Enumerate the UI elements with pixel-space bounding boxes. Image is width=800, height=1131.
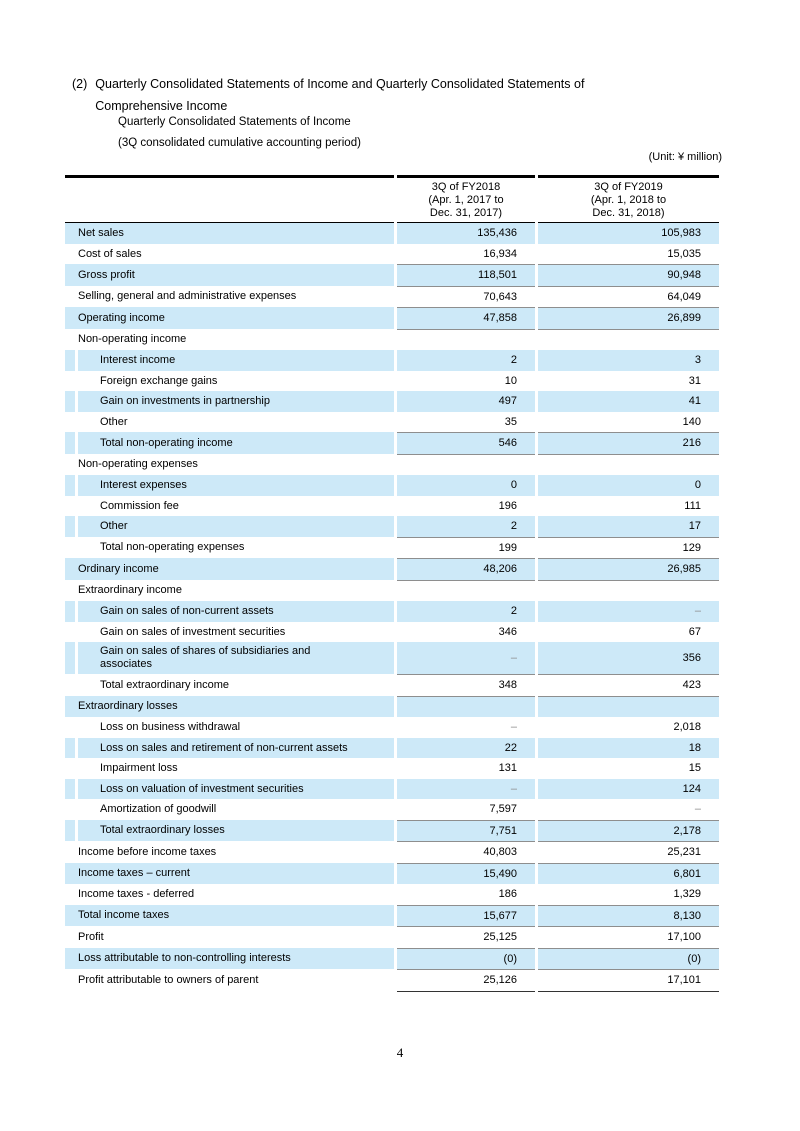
- row-label: Total income taxes: [65, 905, 394, 927]
- value-fy2019: 41: [538, 391, 719, 412]
- indent-cell: [65, 601, 75, 622]
- section-row: [65, 580, 719, 602]
- value-fy2018: 2: [397, 350, 535, 371]
- row-label: Gross profit: [65, 264, 394, 286]
- row-label: Income before income taxes: [65, 841, 394, 863]
- value-fy2019: 67: [538, 622, 719, 643]
- row-label: Extraordinary income: [65, 580, 394, 602]
- value-fy2018: 135,436: [397, 223, 535, 244]
- value-fy2019: 31: [538, 371, 719, 392]
- value-fy2019: 0: [538, 475, 719, 496]
- indent-cell: [65, 432, 75, 454]
- table-row: [65, 350, 719, 371]
- value-fy2019: 15,035: [538, 244, 719, 265]
- value-fy2019: –: [538, 799, 719, 820]
- table-row: [65, 863, 719, 885]
- value-fy2019: 3: [538, 350, 719, 371]
- value-fy2019: 356: [538, 642, 719, 674]
- row-label: Selling, general and administrative expenses: [65, 286, 394, 308]
- value-fy2019: 26,899: [538, 307, 719, 329]
- value-fy2018: [397, 329, 535, 351]
- table-row: [65, 307, 719, 329]
- value-fy2019: 2,018: [538, 717, 719, 738]
- value-fy2019: [538, 696, 719, 718]
- indent-cell: [65, 738, 75, 759]
- value-fy2018: 40,803: [397, 841, 535, 863]
- value-fy2018: 70,643: [397, 286, 535, 308]
- table-row: [65, 841, 719, 863]
- value-fy2018: 186: [397, 884, 535, 905]
- table-row: [65, 601, 719, 622]
- row-label: Gain on investments in partnership: [78, 391, 394, 412]
- table-header: [65, 175, 719, 223]
- value-fy2019: 216: [538, 432, 719, 454]
- value-fy2018: 48,206: [397, 558, 535, 580]
- table-row: [65, 799, 719, 820]
- col1-period-from: (Apr. 1, 2017 to: [428, 193, 504, 206]
- indent-cell: [65, 779, 75, 800]
- value-fy2019: 105,983: [538, 223, 719, 244]
- col2-period-from: (Apr. 1, 2018 to: [590, 193, 667, 206]
- indent-cell: [65, 622, 75, 643]
- value-fy2018: –: [397, 779, 535, 800]
- section-row: [65, 696, 719, 718]
- table-row: [65, 496, 719, 517]
- row-label: Extraordinary losses: [65, 696, 394, 718]
- value-fy2018: 118,501: [397, 264, 535, 286]
- table-row: [65, 820, 719, 842]
- row-label: Loss on valuation of investment securities: [78, 779, 394, 800]
- value-fy2018: [397, 696, 535, 718]
- value-fy2019: 129: [538, 537, 719, 559]
- value-fy2018: 497: [397, 391, 535, 412]
- row-label: Income taxes - deferred: [65, 884, 394, 905]
- value-fy2018: 546: [397, 432, 535, 454]
- row-label: Income taxes – current: [65, 863, 394, 885]
- row-label: Non-operating income: [65, 329, 394, 351]
- indent-cell: [65, 516, 75, 537]
- indent-cell: [65, 820, 75, 842]
- table-row: [65, 371, 719, 392]
- table-row: [65, 969, 719, 992]
- value-fy2019: [538, 329, 719, 351]
- table-row: [65, 475, 719, 496]
- table-row: [65, 223, 719, 244]
- value-fy2018: 348: [397, 674, 535, 696]
- header-spacer: [65, 175, 394, 223]
- table-row: [65, 537, 719, 559]
- value-fy2018: 346: [397, 622, 535, 643]
- row-label: Ordinary income: [65, 558, 394, 580]
- table-row: [65, 622, 719, 643]
- page-number: 4: [396, 1045, 404, 1060]
- table-row: [65, 642, 719, 674]
- row-label: Interest expenses: [78, 475, 394, 496]
- table-row: [65, 264, 719, 286]
- row-label: Gain on sales of investment securities: [78, 622, 394, 643]
- row-label: Total extraordinary income: [78, 674, 394, 696]
- col1-period-to: Dec. 31, 2017): [429, 206, 503, 219]
- value-fy2018: 2: [397, 516, 535, 537]
- table-row: [65, 926, 719, 948]
- section-row: [65, 454, 719, 476]
- row-label: Other: [78, 516, 394, 537]
- table-row: [65, 717, 719, 738]
- value-fy2018: –: [397, 642, 535, 674]
- row-label: Loss on business withdrawal: [78, 717, 394, 738]
- value-fy2019: 423: [538, 674, 719, 696]
- value-fy2019: 124: [538, 779, 719, 800]
- col1-period-title: 3Q of FY2018: [431, 181, 501, 193]
- value-fy2018: 22: [397, 738, 535, 759]
- value-fy2018: [397, 580, 535, 602]
- value-fy2019: 2,178: [538, 820, 719, 842]
- row-label: Gain on sales of non-current assets: [78, 601, 394, 622]
- indent-cell: [65, 350, 75, 371]
- row-label: Total non-operating expenses: [78, 537, 394, 559]
- header-row: [65, 175, 719, 223]
- indent-cell: [65, 537, 75, 559]
- value-fy2018: 7,597: [397, 799, 535, 820]
- indent-cell: [65, 412, 75, 433]
- indent-cell: [65, 371, 75, 392]
- row-label: Gain on sales of shares of subsidiaries and associates: [78, 642, 394, 674]
- value-fy2018: 15,677: [397, 905, 535, 927]
- indent-cell: [65, 642, 75, 674]
- row-label: Interest income: [78, 350, 394, 371]
- period-subtitle: (3Q consolidated cumulative accounting period): [118, 137, 361, 149]
- row-label: Loss attributable to non-controlling interests: [65, 948, 394, 970]
- table-body: [65, 223, 719, 992]
- value-fy2018: 196: [397, 496, 535, 517]
- value-fy2019: 111: [538, 496, 719, 517]
- row-label: Cost of sales: [65, 244, 394, 265]
- table-row: [65, 948, 719, 970]
- col2-period-to: Dec. 31, 2018): [592, 206, 665, 219]
- row-label: Amortization of goodwill: [78, 799, 394, 820]
- table-row: [65, 674, 719, 696]
- row-label: Total non-operating income: [78, 432, 394, 454]
- table-row: [65, 905, 719, 927]
- row-label: Foreign exchange gains: [78, 371, 394, 392]
- section-row: [65, 329, 719, 351]
- row-label: Impairment loss: [78, 758, 394, 779]
- value-fy2019: 6,801: [538, 863, 719, 885]
- heading-number: (2): [72, 77, 88, 91]
- value-fy2019: 17,100: [538, 926, 719, 948]
- indent-cell: [65, 717, 75, 738]
- table-row: [65, 516, 719, 537]
- value-fy2018: (0): [397, 948, 535, 970]
- col2-period-title: 3Q of FY2019: [594, 181, 663, 193]
- table-row: [65, 412, 719, 433]
- value-fy2019: 18: [538, 738, 719, 759]
- table-row: [65, 286, 719, 308]
- value-fy2018: 15,490: [397, 863, 535, 885]
- indent-cell: [65, 674, 75, 696]
- indent-cell: [65, 391, 75, 412]
- value-fy2019: 1,329: [538, 884, 719, 905]
- value-fy2019: 26,985: [538, 558, 719, 580]
- table-row: [65, 244, 719, 265]
- column-header-fy2018: [397, 175, 535, 223]
- value-fy2019: –: [538, 601, 719, 622]
- row-label: Net sales: [65, 223, 394, 244]
- row-label: Profit: [65, 926, 394, 948]
- value-fy2019: 15: [538, 758, 719, 779]
- value-fy2018: 2: [397, 601, 535, 622]
- row-label: Non-operating expenses: [65, 454, 394, 476]
- row-label: Operating income: [65, 307, 394, 329]
- statement-subtitle: Quarterly Consolidated Statements of Income: [118, 116, 351, 128]
- indent-cell: [65, 799, 75, 820]
- income-statement-table: [62, 175, 722, 992]
- value-fy2019: 25,231: [538, 841, 719, 863]
- value-fy2018: 131: [397, 758, 535, 779]
- value-fy2018: 16,934: [397, 244, 535, 265]
- indent-cell: [65, 758, 75, 779]
- row-label: Profit attributable to owners of parent: [65, 969, 394, 992]
- value-fy2019: 17,101: [538, 969, 719, 992]
- indent-cell: [65, 496, 75, 517]
- heading-line1: Quarterly Consolidated Statements of Income and Quarterly Consolidated Statements of: [95, 77, 585, 91]
- value-fy2018: 10: [397, 371, 535, 392]
- value-fy2019: 140: [538, 412, 719, 433]
- indent-cell: [65, 475, 75, 496]
- row-label: Loss on sales and retirement of non-current assets: [78, 738, 394, 759]
- value-fy2018: 35: [397, 412, 535, 433]
- value-fy2018: 25,126: [397, 969, 535, 992]
- table-row: [65, 779, 719, 800]
- value-fy2018: 7,751: [397, 820, 535, 842]
- value-fy2018: [397, 454, 535, 476]
- table-row: [65, 432, 719, 454]
- table-row: [65, 758, 719, 779]
- row-label: Commission fee: [78, 496, 394, 517]
- value-fy2018: 47,858: [397, 307, 535, 329]
- table-row: [65, 884, 719, 905]
- value-fy2019: [538, 580, 719, 602]
- table-row: [65, 558, 719, 580]
- value-fy2019: 8,130: [538, 905, 719, 927]
- column-header-fy2019: [538, 175, 719, 223]
- value-fy2019: 90,948: [538, 264, 719, 286]
- value-fy2019: 64,049: [538, 286, 719, 308]
- unit-note: (Unit: ¥ million): [648, 151, 722, 163]
- table-row: [65, 391, 719, 412]
- value-fy2018: 199: [397, 537, 535, 559]
- heading-text: [95, 73, 584, 117]
- row-label: Other: [78, 412, 394, 433]
- value-fy2019: 17: [538, 516, 719, 537]
- value-fy2019: [538, 454, 719, 476]
- value-fy2018: –: [397, 717, 535, 738]
- row-label: Total extraordinary losses: [78, 820, 394, 842]
- value-fy2018: 25,125: [397, 926, 535, 948]
- value-fy2018: 0: [397, 475, 535, 496]
- table-row: [65, 738, 719, 759]
- heading-line2: Comprehensive Income: [95, 99, 228, 113]
- value-fy2019: (0): [538, 948, 719, 970]
- section-heading: [72, 73, 584, 117]
